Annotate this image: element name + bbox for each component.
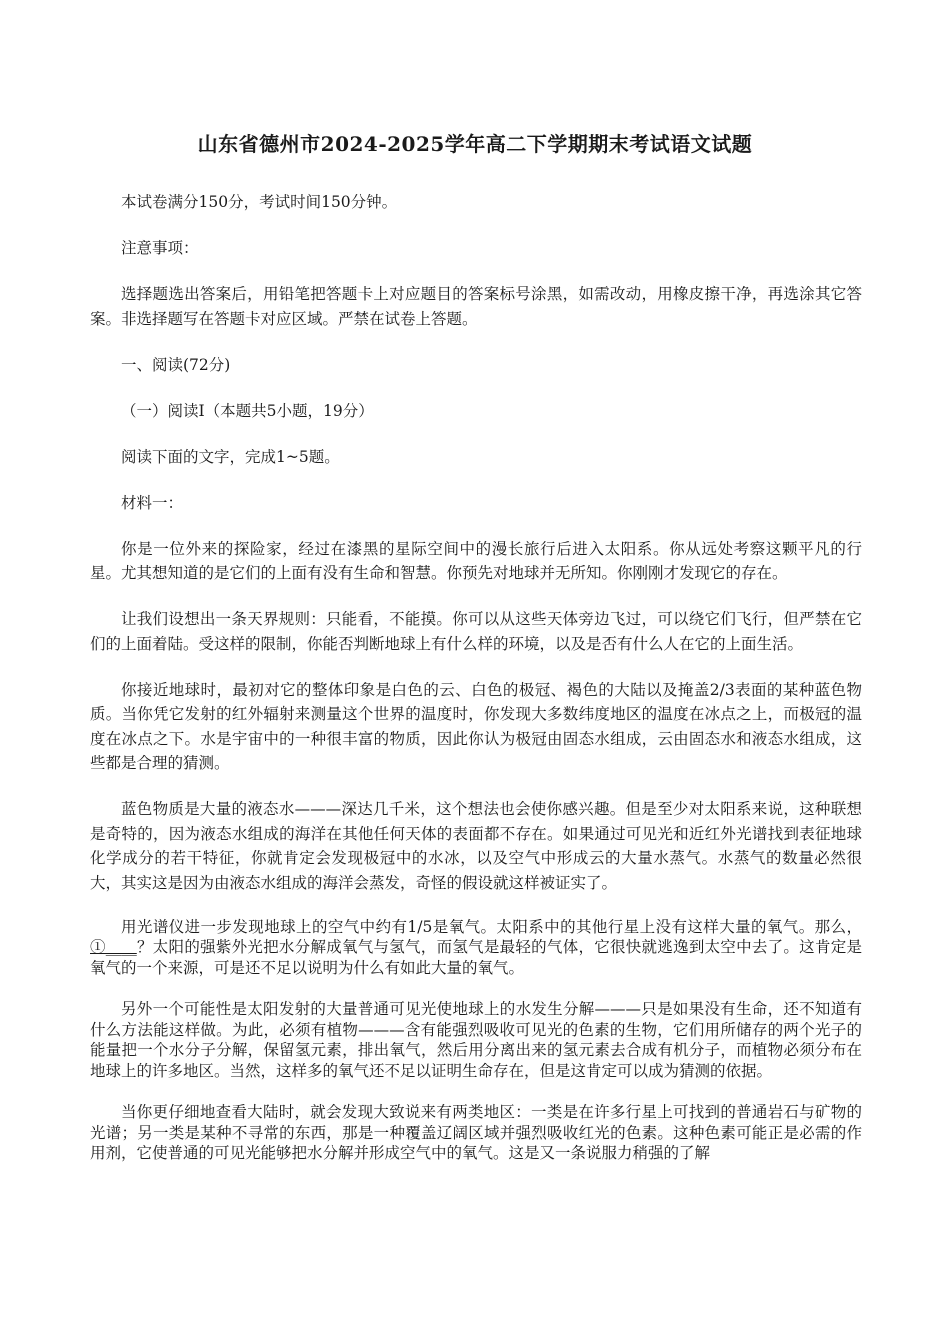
paragraph-approach: 你接近地球时，最初对它的整体印象是白色的云、白色的极冠、褐色的大陆以及掩盖2/3表面的某种蓝色物质。当你凭它发射的红外辐射来测量这个世界的温度时，你发现大多数纬度地区的温度在冰点之上，而极冠的温度在冰点之下。水是宇宙中的一种很丰富的物质，因此你认为极冠由固态水组成，云由固态水和液态水组成，这些都是合理的猜测。 (90, 680, 862, 772)
paragraph-score-time: 本试卷满分150分，考试时间150分钟。 (121, 193, 398, 211)
paragraph-oxygen (90, 917, 862, 979)
subsection-heading-reading-1: （一）阅读Ⅰ（本题共5小题，19分） (121, 401, 374, 420)
page-title: 山东省德州市2024-2025学年高二下学期期末考试语文试题 (197, 132, 753, 156)
paragraph-notice-body: 选择题选出答案后，用铅笔把答题卡上对应题目的答案标号涂黑，如需改动，用橡皮擦干净，再选涂其它答案。非选择题写在答题卡对应区域。严禁在试卷上答题。 (90, 285, 862, 328)
paragraph-plants: 另外一个可能性是太阳发射的大量普通可见光使地球上的水发生分解———只是如果没有生命，还不知道有什么方法能这样做。为此，必须有植物———含有能强烈吸收可见光的色素的生物，它们用所储存的两个光子的能量把一个水分子分解，保留氢元素，排出氧气，然后用分离出来的氢元素去合成有机分子，而植物必须分布在地球上的许多地区。当然，这样多的氧气还不足以证明生命存在，但是这肯定可以成为猜测的依据。 (90, 1000, 862, 1080)
paragraph-explorer: 你是一位外来的探险家，经过在漆黑的星际空间中的漫长旅行后进入太阳系。你从远处考察这颗平凡的行星。尤其想知道的是它们的上面有没有生命和智慧。你预先对地球并无所知。你刚刚才发现它的存在。 (90, 539, 862, 582)
paragraph-oxygen-before: 用光谱仪进一步发现地球上的空气中约有1/5是氧气。太阳系中的其他行星上没有这样大量的氧气。那么， (121, 917, 862, 936)
document-body (90, 190, 862, 1185)
section-heading-reading: 一、阅读(72分) (121, 355, 231, 374)
paragraph-continents: 当你更仔细地查看大陆时，就会发现大致说来有两类地区：一类是在许多行星上可找到的普通岩石与矿物的光谱；另一类是某种不寻常的东西，那是一种覆盖辽阔区域并强烈吸收红光的色素。这种色素可能正是必需的作用剂，它使普通的可见光能够把水分解并形成空气中的氧气。这是又一条说服力稍强的了解 (90, 1103, 862, 1162)
paragraph-blue-substance: 蓝色物质是大量的液态水———深达几千米，这个想法也会使你感兴趣。但是至少对太阳系来说，这种联想是奇特的，因为液态水组成的海洋在其他任何天体的表面都不存在。如果通过可见光和近红外光谱找到表征地球化学成分的若干特征，你就肯定会发现极冠中的水冰，以及空气中形成云的大量水蒸气。水蒸气的数量必然很大，其实这是因为由液态水组成的海洋会蒸发，奇怪的假设就这样被证实了。 (90, 800, 862, 892)
material-label: 材料一： (121, 493, 184, 512)
fill-in-blank-1: ①____ (90, 938, 137, 956)
paragraph-instructions: 阅读下面的文字，完成1~5题。 (121, 447, 340, 466)
paragraph-oxygen-after: ？太阳的强紫外光把水分解成氧气与氢气，而氢气是最轻的气体，它很快就逃逸到太空中去了。这肯定是氧气的一个来源，可是还不足以说明为什么有如此大量的氧气。 (90, 938, 862, 977)
paragraph-notice-heading: 注意事项： (121, 239, 199, 257)
paragraph-rule: 让我们设想出一条天界规则：只能看，不能摸。你可以从这些天体旁边飞过，可以绕它们飞行，但严禁在它们的上面着陆。受这样的限制，你能否判断地球上有什么样的环境，以及是否有什么人在它的上面生活。 (90, 610, 862, 653)
